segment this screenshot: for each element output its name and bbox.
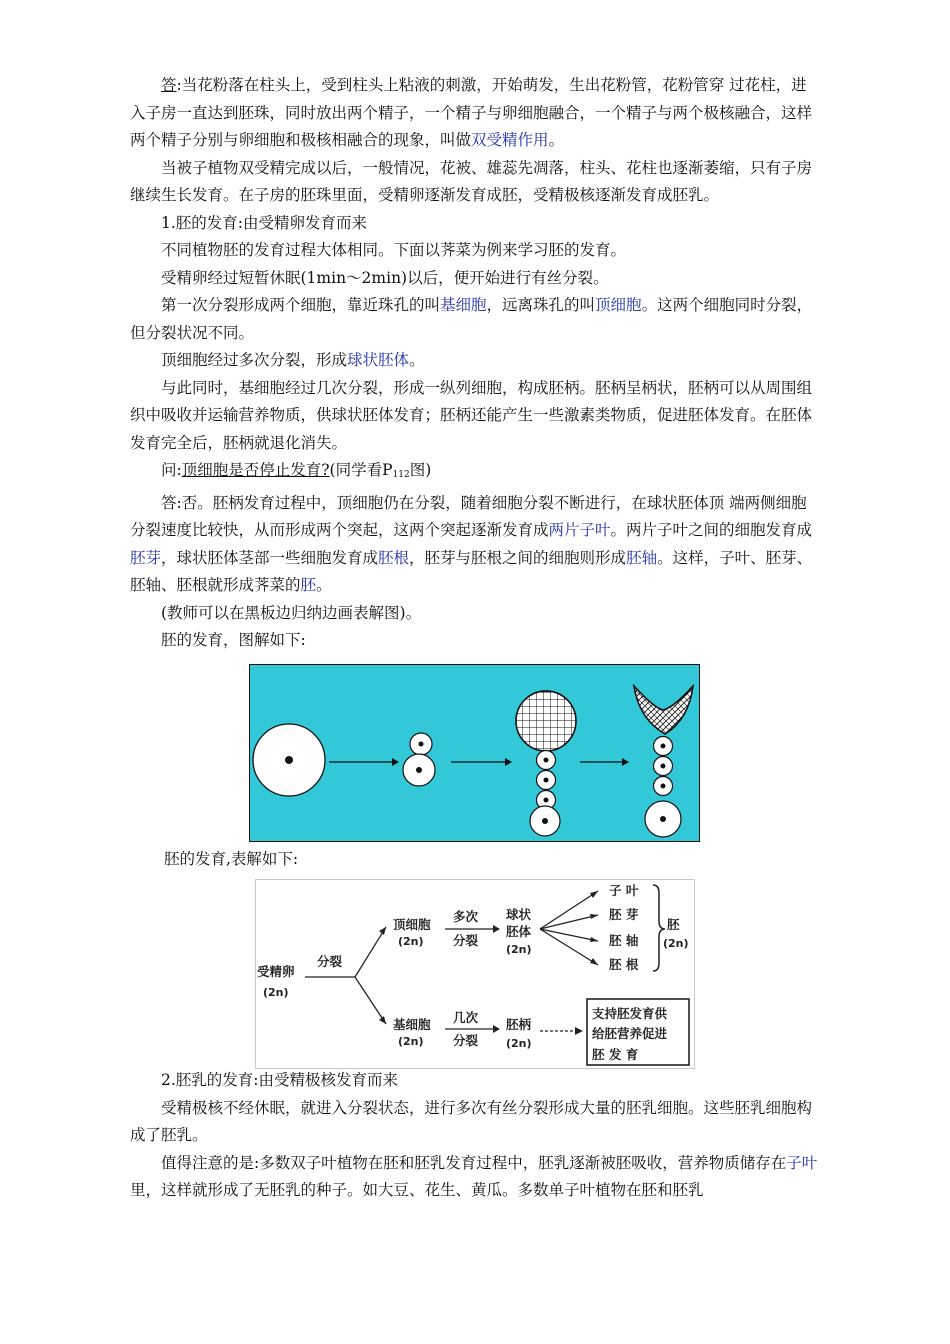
svg-text:分裂: 分裂 bbox=[453, 1033, 479, 1048]
term-cotyledon: 子叶 bbox=[786, 1153, 818, 1172]
term-cotyledons: 两片子叶 bbox=[548, 521, 611, 539]
paragraph-2: 当被子植物双受精完成以后，一般情况，花被、雄蕊先凋落，柱头、花柱也逐渐萎缩，只有子房继续生长发育。在子房的胚珠里面，受精卵逐渐发育成胚，受精极核逐渐发育成胚乳。 bbox=[130, 158, 813, 204]
question-text: 顶细胞是否停止发育? bbox=[181, 461, 330, 479]
part-hypocotyl: 胚 轴 bbox=[609, 933, 639, 948]
term-globular-embryo: 球状胚体 bbox=[347, 351, 410, 369]
part-cotyledon: 子 叶 bbox=[609, 883, 639, 898]
svg-text:(2n): (2n) bbox=[398, 1035, 424, 1048]
svg-text:胚体: 胚体 bbox=[506, 924, 532, 939]
term-embryo: 胚 bbox=[300, 576, 317, 594]
globular-embryo-label: 球状 bbox=[506, 907, 532, 922]
paragraph-12: 值得注意的是:多数双子叶植物在胚和胚乳发育过程中，胚乳逐渐被胚吸收，营养物质储存在子叶里，这样就形成了无胚乳的种子。如大豆、花生、黄瓜。多数单子叶植物在胚和胚乳 bbox=[130, 1153, 818, 1199]
svg-text:(2n): (2n) bbox=[663, 937, 689, 950]
svg-text:(2n): (2n) bbox=[398, 935, 424, 948]
paragraph-6: 顶细胞经过多次分裂，形成球状胚体。 bbox=[161, 351, 425, 369]
part-plumule: 胚 芽 bbox=[609, 907, 639, 922]
basal-cell-label: 基细胞 bbox=[393, 1017, 431, 1032]
svg-text:支持胚发育供: 支持胚发育供 bbox=[592, 1006, 668, 1021]
paragraph-10: (教师可以在黑板边归纳边画表解图)。 bbox=[161, 603, 422, 622]
svg-text:(2n): (2n) bbox=[506, 1037, 532, 1050]
caption-table: 胚的发育,表解如下: bbox=[164, 850, 299, 868]
answer-paragraph-1: 答:当花粉落在柱头上，受到柱头上粘液的刺激，开始萌发，生出花粉管，花粉管穿 过花柱，进入子房一直达到胚珠，同时放出两个精子，一个精子与卵细胞融合，一个精子与两个极核融合，这样两个精子分别与卵细胞和极核相融合的现象，叫做双受精作用。 bbox=[130, 76, 813, 149]
part-radicle: 胚 根 bbox=[609, 957, 639, 972]
svg-text:几次: 几次 bbox=[453, 1010, 479, 1025]
heading-endosperm-development: 2.胚乳的发育:由受精极核发育而来 bbox=[161, 1071, 399, 1089]
term-basal-cell: 基细胞 bbox=[440, 296, 487, 314]
svg-text:给胚营养促进: 给胚营养促进 bbox=[592, 1026, 668, 1041]
apical-cell-label: 顶细胞 bbox=[393, 917, 431, 932]
zygote-cell bbox=[253, 724, 325, 796]
suspensor-label: 胚柄 bbox=[506, 1017, 532, 1032]
answer-label: 答 bbox=[161, 76, 177, 94]
term-radicle: 胚根 bbox=[378, 548, 410, 567]
paragraph-4: 受精卵经过短暂休眠(1min～2min)以后，便开始进行有丝分裂。 bbox=[161, 268, 609, 287]
term-plumule: 胚芽 bbox=[130, 548, 162, 567]
document-body bbox=[130, 72, 820, 655]
term-hypocotyl: 胚轴 bbox=[626, 548, 658, 567]
heading-embryo-development: 1.胚的发育:由受精卵发育而来 bbox=[161, 213, 368, 232]
answer-paragraph-2: 答:否。胚柄发育过程中，顶细胞仍在分裂，随着细胞分裂不断进行，在球状胚体顶 端两侧细胞分裂速度比较快，从而形成两个突起，这两个突起逐渐发育成两片子叶。两片子叶之间的细胞发育成胚芽，球状胚体茎部一些细胞发育成胚根，胚芽与胚根之间的细胞则形成胚轴。这样，子叶、胚芽、胚轴、胚根就形成荠菜的胚。 bbox=[130, 493, 813, 594]
caption-diagram: 胚的发育，图解如下: bbox=[161, 631, 306, 649]
paragraph-3: 不同植物胚的发育过程大体相同。下面以荠菜为例来学习胚的发育。 bbox=[161, 241, 627, 259]
document-body-continued bbox=[130, 1067, 820, 1205]
svg-text:多次: 多次 bbox=[453, 909, 479, 924]
zygote-label: 受精卵 bbox=[257, 964, 295, 979]
svg-text:(2n): (2n) bbox=[506, 943, 532, 956]
split-label: 分裂 bbox=[317, 954, 343, 969]
svg-text:胚 发 育: 胚 发 育 bbox=[592, 1047, 639, 1062]
embryo-label: 胚 bbox=[667, 917, 680, 932]
term-double-fertilization: 双受精作用 bbox=[471, 131, 549, 149]
term-apical-cell: 顶细胞 bbox=[595, 296, 642, 314]
svg-text:分裂: 分裂 bbox=[453, 933, 479, 948]
paragraph-5: 第一次分裂形成两个细胞，靠近珠孔的叫基细胞，远离珠孔的叫顶细胞。这两个细胞同时分裂，但分裂状况不同。 bbox=[130, 296, 813, 342]
paragraph-7: 与此同时，基细胞经过几次分裂，形成一纵列细胞，构成胚柄。胚柄呈柄状，胚柄可以从周围组织中吸收并运输营养物质，供球状胚体发育；胚柄还能产生一些激素类物质，促进胚体发育。在胚体发育完全后，胚柄就退化消失。 bbox=[130, 378, 813, 452]
svg-text:(2n): (2n) bbox=[263, 986, 289, 999]
paragraph-11: 受精极核不经休眠，就进入分裂状态，进行多次有丝分裂形成大量的胚乳细胞。这些胚乳细胞构成了胚乳。 bbox=[130, 1098, 813, 1144]
embryo-development-flowchart bbox=[255, 879, 695, 1069]
question-paragraph: 问:顶细胞是否停止发育?(同学看$P_{112}$图) bbox=[161, 461, 432, 480]
embryo-development-illustration bbox=[249, 664, 700, 842]
